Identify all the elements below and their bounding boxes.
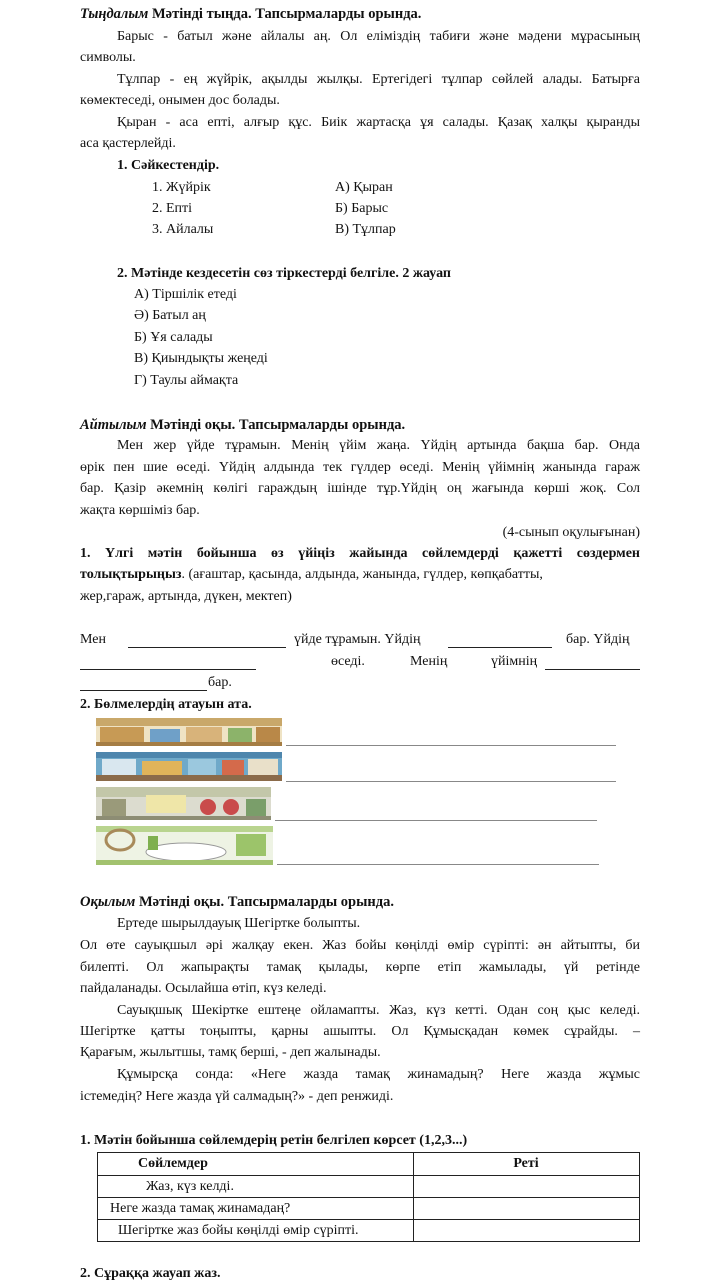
room-picture-4	[96, 826, 273, 865]
question-task-title: 2. Сұраққа жауап жаз.	[80, 1266, 221, 1281]
source-note: (4-сынып оқулығынан)	[502, 525, 640, 540]
answer-line[interactable]	[275, 820, 597, 821]
fill-word: үйімнің	[491, 654, 538, 669]
paragraph-line: бар. Қазір әкемнің көлігі гараждың ішінде тұр.Үйдің оң жағында көрші жоқ. Сол	[80, 481, 640, 496]
paragraph-line: Ертеде шырылдауық Шегіртке болыпты.	[117, 916, 361, 931]
listening-heading	[80, 6, 421, 23]
fill-word: бар.	[208, 675, 232, 690]
listening-label: Тыңдалым	[80, 6, 149, 22]
paragraph-line: істемедің? Неге жазда үй салмадың?» - деп ренжиді.	[80, 1089, 394, 1104]
order-answer-cell[interactable]	[414, 1198, 640, 1220]
choice-option: А) Тіршілік етеді	[134, 287, 237, 302]
speaking-label: Айтылым	[80, 417, 147, 433]
column-header-sentences: Сөйлемдер	[98, 1153, 414, 1176]
order-answer-cell[interactable]	[414, 1176, 640, 1198]
match-task-title: 1. Сәйкестендір.	[117, 158, 220, 173]
rooms-task-title: 2. Бөлмелердің атауын ата.	[80, 697, 252, 712]
choice-option: В) Қиындықты жеңеді	[134, 351, 268, 366]
paragraph-line: Қарағым, жылытшы, тамқ берші, - деп жалынады.	[80, 1045, 381, 1060]
paragraph-line: пайдаланады. Осылайша өтіп, күз келеді.	[80, 981, 327, 996]
blank-line[interactable]	[128, 647, 286, 648]
paragraph-line: аса қастерлейді.	[80, 136, 176, 151]
match-right-item: В) Тұлпар	[335, 222, 396, 237]
paragraph-line: Шегіртке қатты тоңыпты, қарны ашыпты. Ол Құмысқадан көмек сұрайды. –	[80, 1024, 640, 1039]
paragraph-line: Барыс - батыл және айлалы аң. Ол еліміздің табиғи және мәдени мұрасының	[117, 29, 640, 44]
blank-line[interactable]	[545, 669, 640, 670]
paragraph-line: өрік пен шие өседі. Үйдің алдында тек гүлдер өседі. Менің үйімнің жанында гараж	[80, 460, 640, 475]
match-left-item: 3. Айлалы	[152, 222, 214, 237]
fill-word: Менің	[410, 654, 448, 669]
paragraph-line: Ол өте сауықшыл әрі жалқау екен. Жаз бойы көңілді өмір сүріпті: ән айтыпты, би	[80, 938, 640, 953]
paragraph-line: Қыран - аса епті, алғыр құс. Биік жартасқа ұя салады. Қазақ халқы қыранды	[117, 115, 640, 130]
blank-line[interactable]	[448, 647, 552, 648]
match-right-item: А) Қыран	[335, 180, 393, 195]
sentence-cell: Шегіртке жаз бойы көңілді өмір сүріпті.	[98, 1220, 414, 1242]
order-answer-cell[interactable]	[414, 1220, 640, 1242]
blank-line[interactable]	[80, 690, 207, 691]
blank-line[interactable]	[80, 669, 256, 670]
paragraph-line: жақта көршіміз бар.	[80, 503, 200, 518]
match-right-item: Б) Барыс	[335, 201, 389, 216]
column-header-order: Реті	[414, 1153, 640, 1176]
listening-instruction: Мәтінді тыңда. Тапсырмаларды орында.	[148, 6, 422, 22]
choice-task-title: 2. Мәтінде кездесетін сөз тіркестерді белгіле. 2 жауап	[117, 266, 451, 281]
speaking-heading	[80, 417, 405, 434]
table-row	[98, 1220, 640, 1242]
choice-option: Ә) Батыл аң	[134, 308, 206, 323]
fill-task-title: 1. Үлгі мәтін бойынша өз үйіңіз жайында сөйлемдерді қажетті сөздермен	[80, 546, 640, 561]
paragraph-line: символы.	[80, 50, 136, 65]
order-task-title: 1. Мәтін бойынша сөйлемдерің ретін белгілеп көрсет (1,2,3...)	[80, 1133, 468, 1148]
answer-line[interactable]	[286, 745, 616, 746]
paragraph-line: көмектеседі, онымен дос болады.	[80, 93, 280, 108]
answer-line[interactable]	[286, 781, 616, 782]
sentence-cell: Жаз, күз келді.	[98, 1176, 414, 1198]
fill-word: өседі.	[331, 654, 365, 669]
fill-word: Мен	[80, 632, 106, 647]
match-left-item: 1. Жүйрік	[152, 180, 211, 195]
fill-task-bold: толықтырыңыз	[80, 567, 182, 582]
paragraph-line: Тұлпар - ең жүйрік, ақылды жылқы. Ертегідегі тұлпар сөйлей алады. Батырға	[117, 72, 640, 87]
room-picture-3	[96, 787, 271, 820]
reading-instruction: Мәтінді оқы. Тапсырмаларды орында.	[135, 894, 394, 910]
sentence-cell: Неге жазда тамақ жинамадаң?	[98, 1198, 414, 1220]
room-picture-2	[96, 752, 282, 781]
fill-task-line	[80, 567, 543, 583]
paragraph-line: Құмырсқа сонда: «Неге жазда тамақ жинамадың? Неге жазда жұмыс	[117, 1067, 640, 1082]
table-row	[98, 1176, 640, 1198]
speaking-instruction: Мәтінді оқы. Тапсырмаларды орында.	[146, 417, 406, 433]
choice-option: Г) Таулы аймақта	[134, 373, 239, 388]
fill-word: бар. Үйдің	[566, 632, 630, 647]
paragraph-line: Сауықшық Шекіртке ештеңе ойламапты. Жаз, күз кетті. Одан соң қыс келеді.	[117, 1003, 640, 1018]
table-row	[98, 1198, 640, 1220]
fill-task-words-end: жер,гараж, артында, дүкен, мектеп)	[80, 589, 292, 604]
reading-label: Оқылым	[80, 894, 136, 910]
fill-word: үйде тұрамын. Үйдің	[294, 632, 421, 647]
table-header-row	[98, 1153, 640, 1176]
answer-line[interactable]	[277, 864, 599, 865]
fill-task-words: . (ағаштар, қасында, алдында, жанында, гүлдер, көпқабатты,	[181, 567, 543, 582]
paragraph-line: Мен жер үйде тұрамын. Менің үйім жаңа. Үйдің артында бақша бар. Онда	[117, 438, 640, 453]
paragraph-line: билепті. Ол жапырақты тамақ қылады, көрпе етіп жамылады, үй ретінде	[80, 960, 640, 975]
match-left-item: 2. Епті	[152, 201, 193, 216]
reading-heading	[80, 894, 394, 911]
room-picture-1	[96, 718, 282, 746]
order-table	[97, 1152, 640, 1242]
choice-option: Б) Ұя салады	[134, 330, 213, 345]
